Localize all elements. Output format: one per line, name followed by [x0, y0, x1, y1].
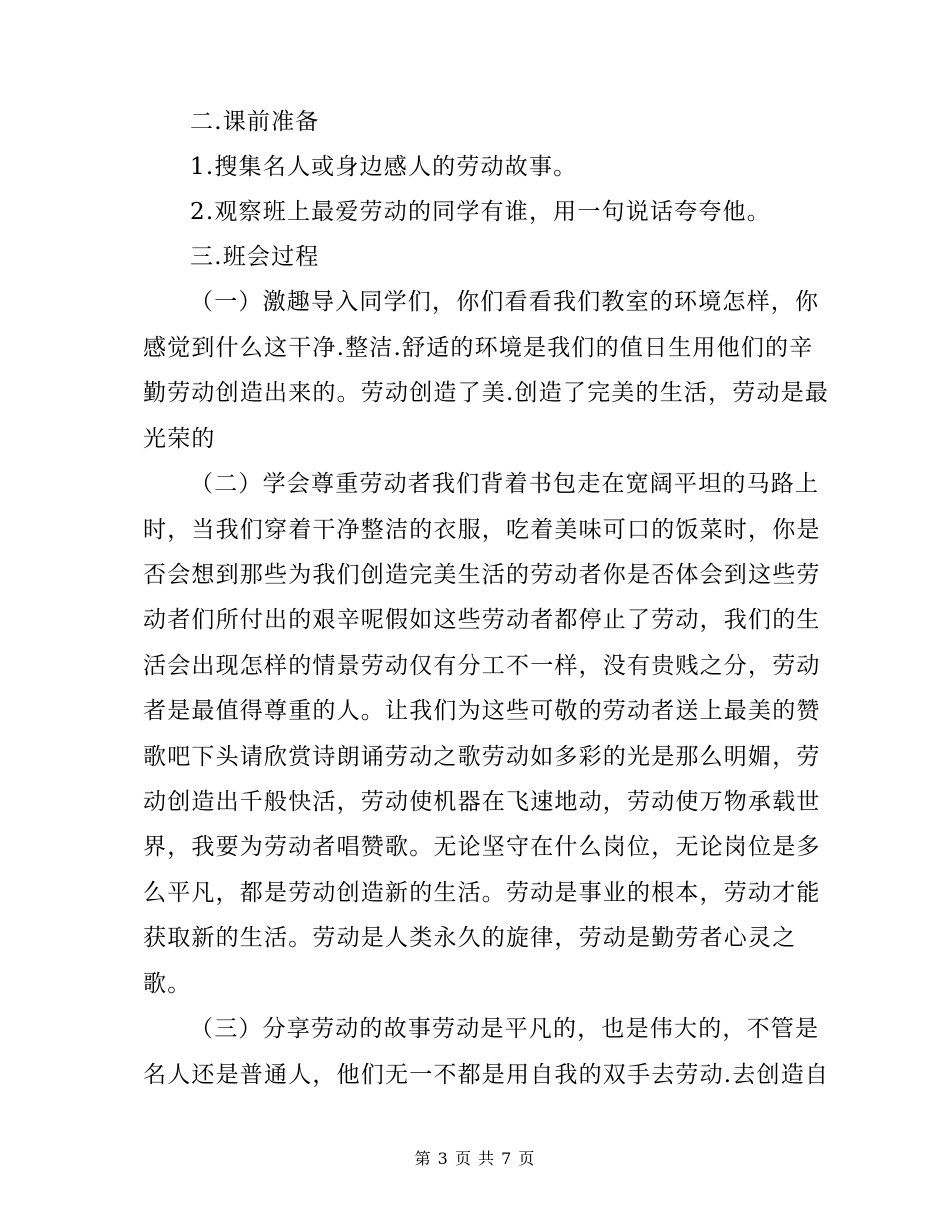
- text-line: （一）激趣导入同学们，你们看看我们教室的环境怎样，你: [190, 289, 820, 315]
- section-heading-preparation: 二.课前准备: [190, 109, 320, 135]
- text-line: 获取新的生活。劳动是人类永久的旋律，劳动是勤劳者心灵之: [143, 925, 797, 951]
- text-line: （三）分享劳动的故事劳动是平凡的，也是伟大的，不管是: [190, 1016, 820, 1042]
- text-line: 歌。: [143, 971, 192, 997]
- page-number-footer: 第 3 页 共 7 页: [414, 1149, 536, 1168]
- text-line: 名人还是普通人，他们无一不都是用自我的双手去劳动.去创造自: [143, 1062, 830, 1088]
- text-line: 否会想到那些为我们创造完美生活的劳动者你是否体会到这些劳: [143, 562, 821, 588]
- text-line: （二）学会尊重劳动者我们背着书包走在宽阔平坦的马路上: [190, 471, 820, 497]
- section-heading-process: 三.班会过程: [190, 244, 320, 270]
- text-line: 活会出现怎样的情景劳动仅有分工不一样，没有贵贱之分，劳动: [143, 653, 821, 679]
- text-line: 时，当我们穿着干净整洁的衣服，吃着美味可口的饭菜时，你是: [143, 517, 821, 543]
- text-line: 么平凡，都是劳动创造新的生活。劳动是事业的根本，劳动才能: [143, 880, 821, 906]
- text-line: 动创造出千般快活，劳动使机器在飞速地动，劳动使万物承载世: [143, 789, 821, 815]
- text-line: 歌吧下头请欣赏诗朗诵劳动之歌劳动如多彩的光是那么明媚，劳: [143, 744, 821, 770]
- text-line: 1.搜集名人或身边感人的劳动故事。: [190, 154, 578, 180]
- text-line: 界，我要为劳动者唱赞歌。无论坚守在什么岗位，无论岗位是多: [143, 834, 821, 860]
- text-line: 感觉到什么这干净.整洁.舒适的环境是我们的值日生用他们的辛: [143, 335, 814, 361]
- text-line: 动者们所付出的艰辛呢假如这些劳动者都停止了劳动，我们的生: [143, 607, 821, 633]
- text-line: 勤劳动创造出来的。劳动创造了美.创造了完美的生活，劳动是最: [143, 380, 830, 406]
- text-line: 光荣的: [143, 426, 216, 452]
- text-line: 者是最值得尊重的人。让我们为这些可敬的劳动者送上最美的赞: [143, 698, 821, 724]
- text-line: 2.观察班上最爱劳动的同学有谁，用一句说话夸夸他。: [190, 199, 771, 225]
